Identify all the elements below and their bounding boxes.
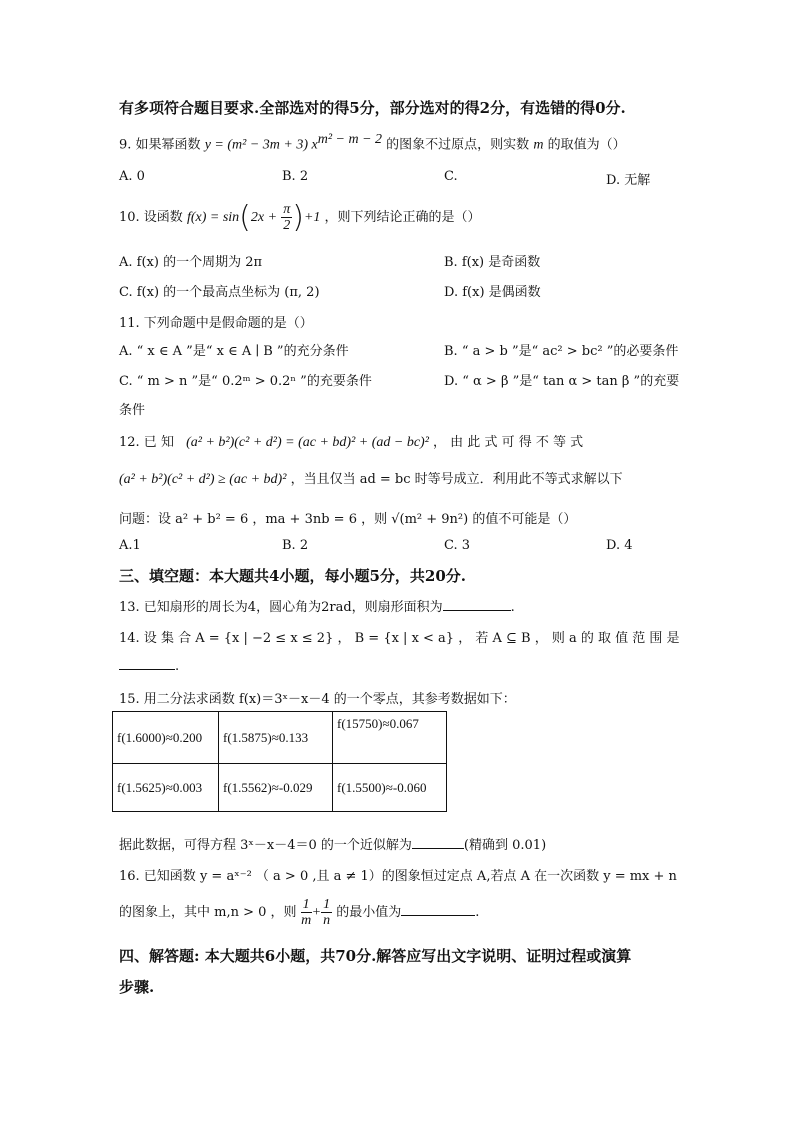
q13-end: .: [510, 600, 515, 615]
q9-formula: y = (m² − 3m + 3) x: [204, 137, 318, 153]
q10-frac-num: π: [283, 202, 291, 217]
q10-formula-left: f(x) = sin: [186, 210, 240, 225]
q9-suffix2: 的取值为（）: [547, 137, 626, 153]
question-10: [119, 200, 481, 235]
q13-text: 13. 已知扇形的周长为4，圆心角为2rad，则扇形面积为: [119, 600, 443, 615]
q10-option-b: B. f(x) 是奇函数: [444, 255, 541, 270]
q10-paren-open: (: [239, 200, 251, 235]
q12-line1-suffix: ， 由 此 式 可 得 不 等 式: [433, 435, 584, 450]
q14-line2: [119, 657, 179, 674]
table-cell: f(1.5875)≈0.133: [219, 712, 333, 764]
q9-var: m: [533, 137, 544, 153]
q15-answer-blank: [412, 836, 464, 849]
table-cell: f(1.6000)≈0.200: [113, 712, 219, 764]
table-cell: f(1.5500)≈-0.060: [333, 764, 447, 812]
q16-frac2-num: 1: [323, 897, 331, 912]
q12-inequality: (a² + b²)(c² + d²) ≥ (ac + bd)²: [119, 472, 287, 487]
q12-option-c: C. 3: [444, 538, 471, 553]
q10-fraction: [281, 202, 292, 233]
q10-formula-right: +1: [303, 210, 321, 225]
q9-exponent: m² − m − 2: [317, 132, 383, 147]
section-3-title: 三、填空题：本大题共4小题，每小题5分，共20分.: [119, 567, 466, 585]
q16-line2: [119, 897, 479, 928]
section-4-title-cont: 步骤.: [119, 978, 155, 996]
q16-line2-prefix: 的图象上，其中 m,n > 0 ，则: [119, 905, 297, 920]
q9-option-a: A. 0: [119, 169, 145, 184]
q10-frac-den: 2: [283, 218, 291, 233]
q14-end: .: [175, 659, 180, 674]
q15-after: [119, 834, 546, 853]
q10-suffix: ，则下列结论正确的是（）: [324, 210, 481, 225]
section-intro: 有多项符合题目要求.全部选对的得5分，部分选对的得2分，有选错的得0分.: [119, 99, 626, 117]
question-15: 15. 用二分法求函数 f(x)＝3ˣ－x－4 的一个零点，其参考数据如下：: [119, 692, 516, 707]
question-12-line1: [119, 431, 583, 451]
table-row: [113, 712, 447, 764]
q11-option-a: A. “ x ∈ A ”是“ x ∈ A ∣ B ”的充分条件: [119, 344, 349, 359]
q16-frac1-num: 1: [302, 897, 310, 912]
q11-option-b: B. “ a > b ”是“ ac² > bc² ”的必要条件: [444, 344, 679, 359]
bisection-data-table: [112, 711, 447, 812]
question-16: 16. 已知函数 y = aˣ⁻² （ a > 0 ,且 a ≠ 1）的图象恒过定点 A,若点 A 在一次函数 y = mx + n: [119, 869, 677, 884]
q12-line2-suffix: ，当且仅当 ad = bc 时等号成立．利用此不等式求解以下: [290, 472, 623, 487]
q10-option-c: C. f(x) 的一个最高点坐标为 (π, 2): [119, 285, 320, 300]
question-12-line3: 问题：设 a² + b² = 6 ，ma + 3nb = 6 ，则 √(m² + 9n²) 的值不可能是（）: [119, 512, 577, 527]
q16-end: .: [475, 905, 480, 920]
q9-suffix: 的图象不过原点，则实数: [386, 137, 530, 153]
q10-prefix: 10. 设函数: [119, 210, 183, 225]
q10-option-a: A. f(x) 的一个周期为 2π: [119, 255, 263, 270]
q16-fraction-2: [321, 897, 332, 928]
q11-option-d: D. “ α > β ”是“ tan α > tan β ”的充要: [444, 374, 680, 389]
question-11: 11. 下列命题中是假命题的是（）: [119, 316, 313, 331]
q12-identity: (a² + b²)(c² + d²) = (ac + bd)² + (ad − bc)²: [186, 435, 429, 450]
table-row: [113, 764, 447, 812]
q15-after-text: 据此数据，可得方程 3ˣ－x－4＝0 的一个近似解为: [119, 838, 412, 853]
table-cell: f(1.5562)≈-0.029: [219, 764, 333, 812]
q9-prefix: 9. 如果幂函数: [119, 137, 201, 153]
q12-option-b: B. 2: [282, 538, 309, 553]
question-13: [119, 596, 515, 615]
section-4-title: 四、解答题: 本大题共6小题，共70分.解答应写出文字说明、证明过程或演算: [119, 947, 632, 965]
q14-answer-blank: [119, 657, 175, 670]
question-12-line2: [119, 468, 623, 488]
q16-frac1-den: m: [301, 913, 312, 928]
q12-prefix: 12. 已 知: [119, 435, 174, 450]
q9-option-c: C.: [444, 169, 458, 184]
q12-option-d: D. 4: [606, 538, 633, 553]
q10-paren-close: ): [292, 200, 304, 235]
q10-formula-inner: 2x +: [250, 210, 278, 225]
q9-option-d: D. 无解: [606, 173, 651, 188]
table-cell: f(15750)≈0.067: [333, 712, 447, 764]
question-9: [119, 132, 626, 153]
q16-fraction-1: [301, 897, 312, 928]
q11-option-c: C. “ m > n ”是“ 0.2ᵐ > 0.2ⁿ ”的充要条件: [119, 374, 372, 389]
q16-plus: +: [311, 905, 322, 920]
q10-option-d: D. f(x) 是偶函数: [444, 285, 541, 300]
table-cell: f(1.5625)≈0.003: [113, 764, 219, 812]
q12-option-a: A.1: [119, 538, 141, 553]
q11-continuation: 条件: [119, 403, 146, 418]
q16-frac2-den: n: [323, 913, 331, 928]
q9-option-b: B. 2: [282, 169, 309, 184]
question-14: 14. 设 集 合 A = {x | −2 ≤ x ≤ 2} ， B = {x | x < a} ， 若 A ⊆ B ， 则 a 的 取 值 范 围 是: [119, 631, 680, 646]
q16-answer-blank: [401, 903, 475, 916]
q13-answer-blank: [443, 598, 511, 611]
q15-after-end: (精确到 0.01): [463, 838, 547, 853]
q16-line2-suffix: 的最小值为: [336, 905, 402, 920]
